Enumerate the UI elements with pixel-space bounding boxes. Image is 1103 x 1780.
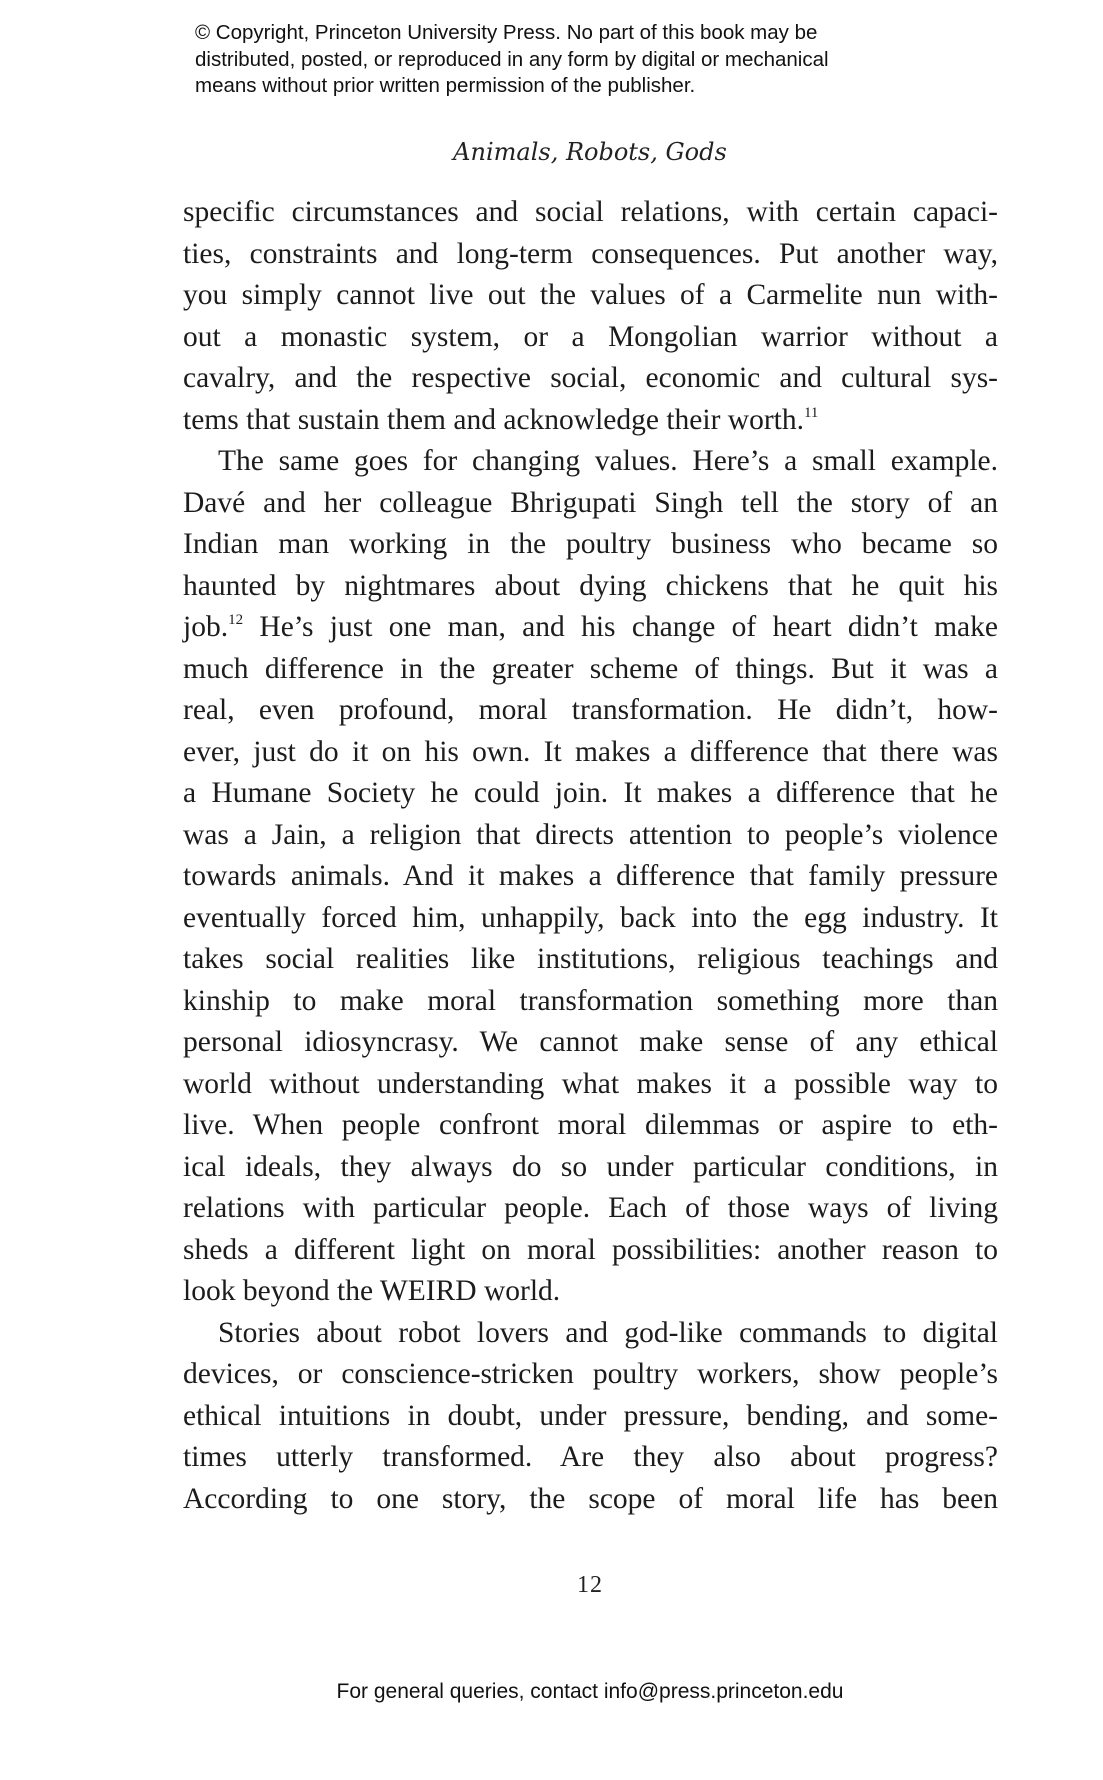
text-line: Davé and her colleague Bhrigupati Singh tell the story of an [183,486,998,519]
page-number: 12 [577,1572,603,1598]
text-line: a Humane Society he could join. It makes a difference that he [183,777,998,809]
text-line: eventually forced him, unhappily, back into the egg industry. It [183,901,998,934]
text-line: takes social realities like institutions, religious teachings and [183,943,998,975]
text-line: devices, or conscience-stricken poultry workers, show people’s [183,1358,998,1390]
line-text: He’s just one man, and his change of heart didn’t make [243,611,998,643]
footer-contact: For general queries, contact info@press.princeton.edu [336,1680,844,1703]
text-line: kinship to make moral transformation something more than [183,984,998,1017]
text-line: specific circumstances and social relations, with certain capaci- [183,196,998,228]
text-line: The same goes for changing values. Here’s a small example. [218,445,998,477]
line-text: job. [183,611,229,643]
text-line: relations with particular people. Each of those ways of living [183,1192,998,1224]
running-head: Animals, Robots, Gods [453,138,727,166]
line-text: tems that sustain them and acknowledge their worth. [183,403,804,436]
text-line [183,607,998,649]
text-line: was a Jain, a religion that directs attention to people’s violence [183,818,998,851]
text-line [183,400,998,442]
copyright-line: distributed, posted, or reproduced in any form by digital or mechanical [195,47,829,71]
text-line: Stories about robot lovers and god-like commands to digital [218,1316,998,1349]
text-line: cavalry, and the respective social, economic and cultural sys- [183,362,998,394]
text-line: towards animals. And it makes a difference that family pressure [183,860,998,892]
text-line: ties, constraints and long-term consequences. Put another way, [183,237,998,270]
text-line: haunted by nightmares about dying chickens that he quit his [183,569,998,602]
text-line: times utterly transformed. Are they also about progress? [183,1441,998,1473]
text-line: look beyond the WEIRD world. [183,1275,561,1307]
body-text [183,192,998,1520]
footnote-ref-11: 11 [803,404,819,421]
text-line: you simply cannot live out the values of a Carmelite nun with- [183,279,998,311]
text-line: live. When people confront moral dilemmas or aspire to eth- [183,1109,998,1141]
text-line: According to one story, the scope of moral life has been [183,1482,998,1515]
footnote-ref-12: 12 [228,612,244,628]
text-line: ethical intuitions in doubt, under pressure, bending, and some- [183,1399,998,1432]
copyright-notice [195,20,955,100]
text-line: sheds a different light on moral possibilities: another reason to [183,1233,998,1266]
text-line: world without understanding what makes it a possible way to [183,1067,998,1100]
text-line: much difference in the greater scheme of things. But it was a [183,652,998,685]
text-line: ever, just do it on his own. It makes a difference that there was [183,735,998,768]
text-line: out a monastic system, or a Mongolian warrior without a [183,320,998,353]
copyright-line: © Copyright, Princeton University Press. No part of this book may be [195,21,818,44]
text-line: Indian man working in the poultry business who became so [183,528,998,560]
text-line: ical ideals, they always do so under particular conditions, in [183,1150,998,1183]
copyright-line: means without prior written permission of the publisher. [195,74,696,97]
text-line: real, even profound, moral transformation. He didn’t, how- [183,694,998,726]
text-line: personal idiosyncrasy. We cannot make sense of any ethical [183,1026,998,1058]
